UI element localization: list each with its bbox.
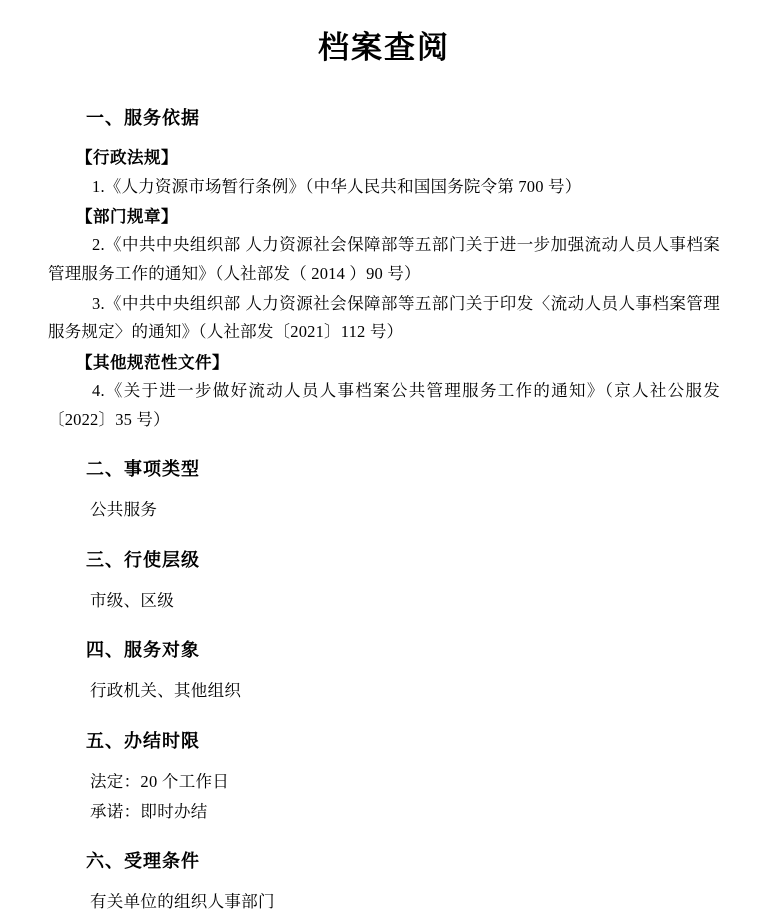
page-title: 档案查阅 (318, 30, 450, 66)
section-body-line: 法定：20 个工作日 (90, 772, 230, 791)
section-heading: 三、行使层级 (86, 549, 200, 571)
group-label-department-rules: 【部门规章】 (76, 206, 178, 226)
section-heading: 二、事项类型 (86, 458, 200, 480)
section-body-line: 有关单位的组织人事部门 (90, 892, 275, 912)
list-item: 3.《中共中央组织部 人力资源社会保障部等五部门关于印发〈流动人员人事档案管理服务规定〉的通知》（人社部发〔2021〕112 号） (48, 294, 720, 342)
list-item: 1.《人力资源市场暂行条例》（中华人民共和国国务院令第 700 号） (92, 176, 582, 196)
section-body-line: 市级、区级 (90, 590, 174, 610)
list-item: 2.《中共中央组织部 人力资源社会保障部等五部门关于进一步加强流动人员人事档案管理服务工作的通知》（人社部发（ 2014 ）90 号） (48, 235, 720, 283)
section-service-target (48, 637, 720, 706)
section-heading: 六、受理条件 (86, 851, 200, 873)
section-body-line: 公共服务 (90, 499, 158, 519)
list-item: 4.《关于进一步做好流动人员人事档案公共管理服务工作的通知》（京人社公服发〔2022〕35 号） (48, 381, 720, 429)
section-heading: 四、服务对象 (86, 640, 200, 662)
group-label-other-normative-documents: 【其他规范性文件】 (76, 352, 229, 372)
section-heading: 一、服务依据 (86, 108, 200, 130)
section-completion-time (48, 728, 720, 826)
section-exercise-level (48, 547, 720, 616)
section-service-basis (48, 105, 720, 434)
section-matter-type (48, 456, 720, 525)
section-heading: 五、办结时限 (86, 731, 200, 752)
section-acceptance-conditions (48, 848, 720, 917)
section-body-line: 承诺：即时办结 (90, 801, 208, 821)
section-body-line: 行政机关、其他组织 (90, 681, 242, 701)
group-label-administrative-regulations: 【行政法规】 (76, 148, 178, 168)
